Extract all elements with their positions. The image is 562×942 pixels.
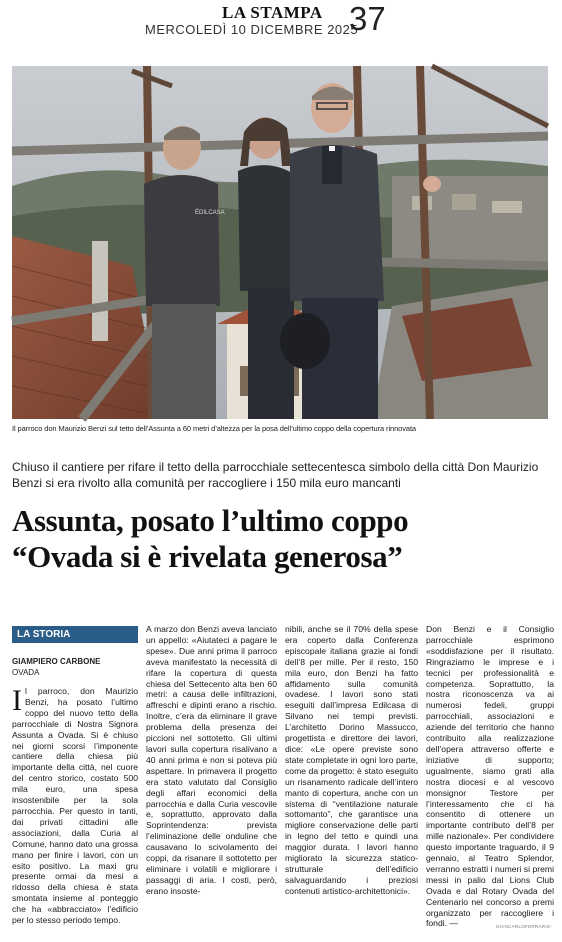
headline-line-1: Assunta, posato l’ultimo coppo xyxy=(12,503,409,538)
headline-line-2: “Ovada si è rivelata generosa” xyxy=(12,539,403,574)
subheadline: Chiuso il cantiere per rifare il tetto della parrocchiale settecentesca simbolo della città Don Maurizio Benzi si era rivolto alla comunità per raccogliere i 150 mila euro mancanti xyxy=(12,460,539,490)
article-column-1 xyxy=(12,684,138,926)
drop-cap: I xyxy=(12,684,22,717)
headline xyxy=(12,503,557,575)
column-2-text: A marzo don Benzi aveva lanciato un appello: «Aiutateci a pagare le spese». Due anni prima il parroco aveva manifestato la necessità di rifare la copertura di questa chiesa del Settecento alta ben 60 metri: a causa delle infiltrazioni, affreschi e dipinti erano a rischio. Inoltre, c’era da eliminare il grave problema della presenza dei piccioni nel sottotetto. Gli ultimi lavori sulla copertura risalivano a 40 anni prima e non si poteva più aspettare. In primavera il progetto era stato valutato dal Consiglio degli affari economici della parrocchia e dalla Curia vescovile e, soprattutto, approvato dalla Soprintendenza: prevista l’eliminazione delle onduline che causavano lo scivolamento dei coppi, da risanare il sottotetto per eliminare i volatili e migliorare i passaggi di aria. I costi, però, erano insoste- xyxy=(146,624,277,896)
masthead xyxy=(0,0,562,42)
photo-credit: GIANCARLOFERRARIS- xyxy=(495,924,552,929)
article-column-2 xyxy=(146,624,277,922)
issue-date: MERCOLEDÌ 10 DICEMBRE 2025 xyxy=(145,22,359,37)
jacket-print: ÉDILCASA xyxy=(195,210,225,216)
rooftop-photo-illustration xyxy=(12,66,548,419)
column-4-text: Don Benzi e il Consiglio parrocchiale esprimono «soddisfazione per il risultato. Ringraziamo le imprese e i tecnici per professionalità e competenza. Soprattutto, la nostra riconoscenza va ai numerosi fedeli, gruppi parrocchiali, associazioni e aziende del territorio che hanno contribuito alla realizzazione dell’opera attraverso offerte e iniziative di supporto; ugualmente, siamo grati alla nostra diocesi e al vescovo monsignor Testore per l’interessamento che ci ha consentito di ottenere un importante contributo dell’8 per mille nazionale». Per condividere questo importante traguardo, il 9 gennaio, al Teatro Splendor, verranno estratti i numeri si premi messi in palio dal Lions Club Ovada e dal Rotary Ovada del Centenario nel concorso a premi organizzato per raccogliere i fondi. — xyxy=(426,624,554,929)
column-1-text: l parroco, don Maurizio Benzi, ha posato l’ultimo coppo del nuovo tetto della parrocchiale di Nostra Signora Assunta a Ovada. Si è chiuso nei giorni scorsi l’imponente cantiere della chiesa più importante della città, nel cuore del centro storico, costato 500 mila euro, una spesa insostenibile per la sola parrocchia. Per questo in tanti, dai privati cittadini alle associazioni, dalla Curia al Comune, hanno dato una grossa mano per finire i lavori, con un esito positivo. La maxi gru presente ormai da mesi a ridosso della chiesa è stata smontata insieme al ponteggio che ha «abbracciato» l’edificio per lo stesso periodo tempo. xyxy=(12,686,138,926)
section-tag: LA STORIA xyxy=(12,626,138,643)
newspaper-logo: LA STAMPA xyxy=(222,3,323,22)
photo-caption: Il parroco don Maurizio Benzi sul tetto dell’Assunta a 60 metri d’altezza per la posa dell’ultimo coppo della copertura rinnovata xyxy=(12,424,416,433)
page-number: 37 xyxy=(349,0,386,37)
dateline-location: OVADA xyxy=(12,668,40,677)
column-3-text: nibili, anche se il 70% della spese era coperto dalla Conferenza episcopale italiana grazie ai fondi dell’8 per mille. Per il resto, 150 mila euro, don Benzi ha fatto affidamento sulla comunità ovadese. I lavori sono stati eseguiti dall’impresa Edilcasa di Silvano nei tempi previsti. L’architetto Dorino Massucco, progettista e direttore dei lavori, dice: «Le opere previste sono state completate in ogni loro parte, come da progetto: è stato eseguito un risanamento radicale dell’intero manto di copertura, anche con un sistema di “ventilazione naturale sottomanto”, che garantisce una migliore conservazione delle parti in legno del tetto e quindi una maggior durata. I lavori hanno migliorato la sicurezza statico-strutturale dell’edificio salvaguardando i preziosi contenuti artistico-architettonici». xyxy=(285,624,418,896)
byline xyxy=(12,656,138,678)
author-name: GIAMPIERO CARBONE xyxy=(12,657,101,666)
rooftop-photo xyxy=(12,66,548,419)
article-column-3 xyxy=(285,624,418,922)
